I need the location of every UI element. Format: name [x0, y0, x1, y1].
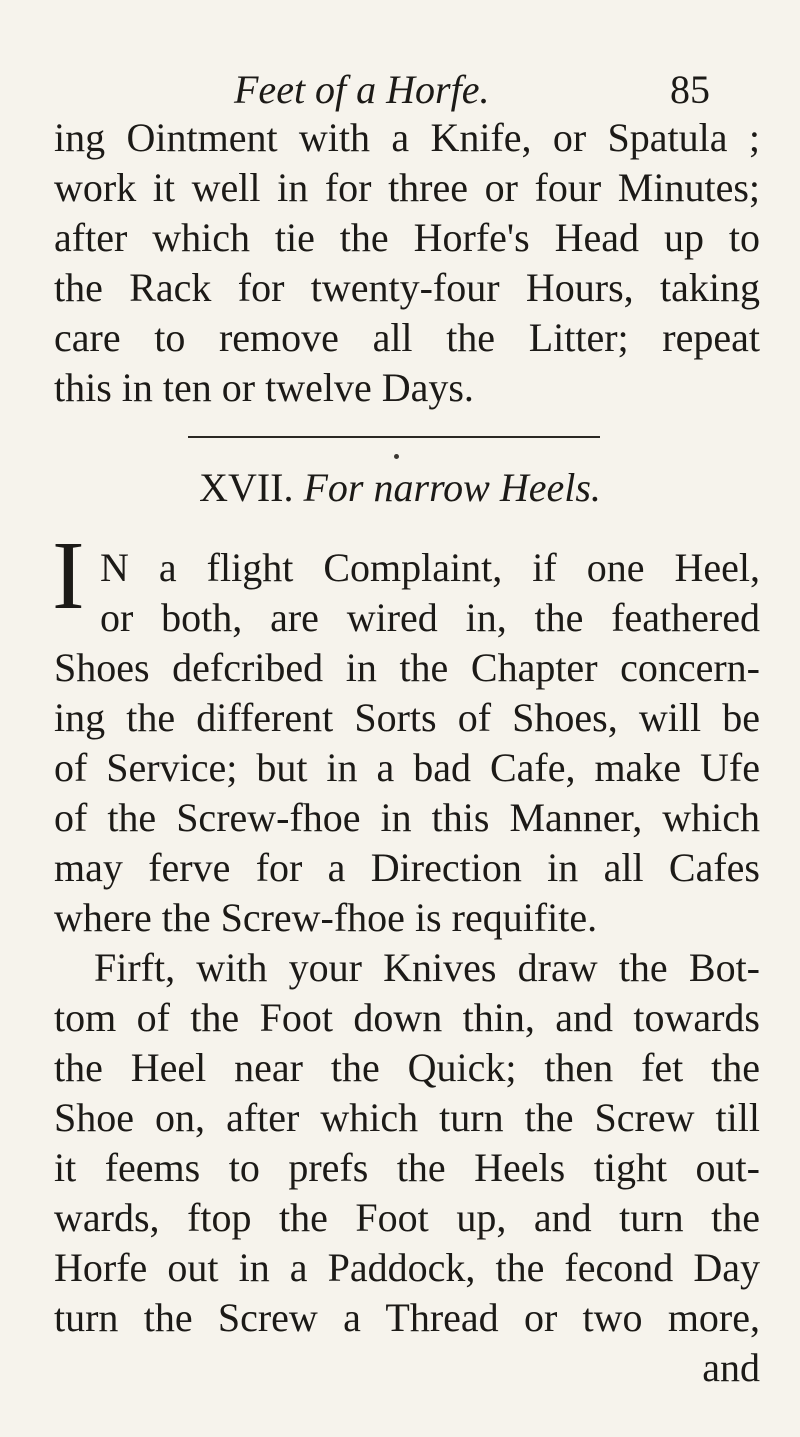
running-head: [0, 66, 800, 116]
text-line: Firft, with your Knives draw the Bot-: [94, 945, 760, 990]
page-number: 85: [670, 67, 710, 112]
running-title: Feet of a Horfe.: [234, 67, 490, 112]
text-line: this in ten or twelve Days.: [54, 365, 474, 410]
text-line: after which tie the Horfe's Head up to: [54, 215, 760, 260]
text-line: of Service; but in a bad Cafe, make Ufe: [54, 745, 760, 790]
catchword: and: [702, 1345, 760, 1390]
text-line: N a flight Complaint, if one Heel,: [100, 545, 760, 590]
section-title: For narrow Heels.: [303, 465, 601, 510]
text-line: where the Screw-fhoe is requifite.: [54, 895, 598, 940]
text-line: care to remove all the Litter; repeat: [54, 315, 760, 360]
text-line: ing Ointment with a Knife, or Spatula ;: [54, 115, 760, 160]
text-line: the Rack for twenty-four Hours, taking: [54, 265, 760, 310]
text-line: work it well in for three or four Minutes;: [54, 165, 760, 210]
drop-cap: I: [52, 522, 85, 630]
section-heading: [0, 464, 800, 511]
divider-ornament: [394, 454, 399, 459]
section-divider: [188, 436, 600, 438]
text-line: of the Screw-fhoe in this Manner, which: [54, 795, 760, 840]
text-line: Horfe out in a Paddock, the fecond Day: [54, 1245, 760, 1290]
section-number: XVII.: [199, 465, 294, 510]
text-line: turn the Screw a Thread or two more,: [54, 1295, 760, 1340]
text-line: ing the different Sorts of Shoes, will be: [54, 695, 760, 740]
text-line: the Heel near the Quick; then fet the: [54, 1045, 760, 1090]
text-line: wards, ftop the Foot up, and turn the: [54, 1195, 760, 1240]
text-line: tom of the Foot down thin, and towards: [54, 995, 760, 1040]
text-line: may ferve for a Direction in all Cafes: [54, 845, 760, 890]
text-line: Shoe on, after which turn the Screw till: [54, 1095, 760, 1140]
text-line: Shoes defcribed in the Chapter concern-: [54, 645, 760, 690]
text-line: it feems to prefs the Heels tight out-: [54, 1145, 760, 1190]
text-line: or both, are wired in, the feathered: [100, 595, 760, 640]
